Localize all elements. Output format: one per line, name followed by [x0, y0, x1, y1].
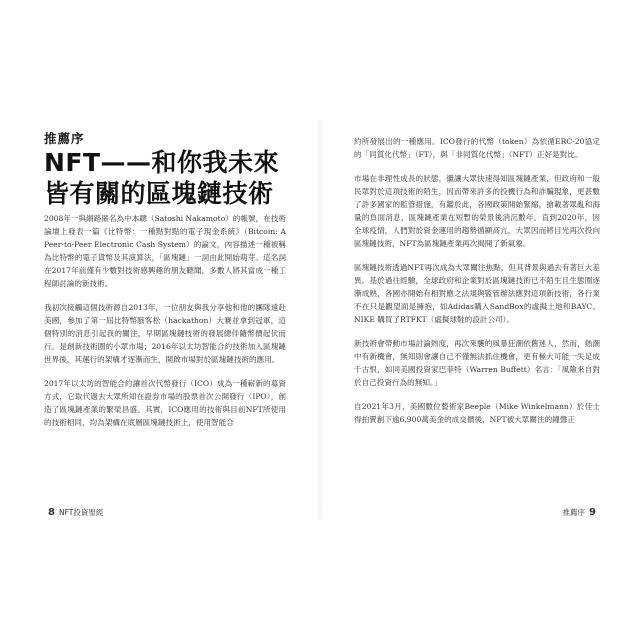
- running-head: NFT投資聖經: [58, 508, 104, 517]
- paragraph: 市場在非理性成長的狀態，繼讓大眾快速得知區塊鏈產業，但政府和一般民眾對於這項技術的陌生，因而帶來許多的投機行為和詐騙現象，更甚數了許多國家的監管措施，有鑑於此，各國政策開始緊縮，搶載著眾亂和海量的負面消息，區塊鏈產業在短暫的榮景後消沉數年。直到2020年，因全球疫情，人們對於資金運用的趨勢循顯高亢，大眾因而將目光再次投向區塊鏈技術，NFT為區塊鏈產業再次揭開了新氣象。: [354, 174, 600, 248]
- section-label: 推薦序: [44, 131, 85, 146]
- paragraph: 約所發展出的一種應用。ICO發行的代幣（token）為依循ERC-20協定的「同質化代幣」（FT），與「非同質化代幣」（NFT）正好是對比。: [354, 137, 600, 159]
- right-body-text: [354, 135, 600, 437]
- paragraph: 自2021年3月，美國數位藝術家Beeple（Mike Winkelmann）於佳士得拍賣創下逾6,900萬美金的成交價後，NFT被大眾關注的鐘聲正: [354, 402, 600, 424]
- page-number: 8: [48, 507, 55, 518]
- paragraph: 區塊鏈技術透過NFT再次成為大眾關注焦點，但其背景與過去有著巨大差異。基於過往經驗，全球政府和企業對於區塊鏈技術已不陌生且生態圈逐漸成熟，各國亦開始有相對應之法規與監管辦法應對這項新技術，各行業不在只是觀望面是擁抱，如Adidas購入SandBox的虛擬土地和BAYC、NIKE 購買了RTFKT（虛擬球鞋的設計公司）。: [354, 263, 600, 324]
- paragraph: 我初次接觸這個技術源自2013年，一位朋友與我分享他和他的團隊遠赴美國，參加了第一屆比特幣駭客松（hackathon）大賽並拿到冠軍，這個特別的消息引起我的關注，早期區塊鏈技術的發展總伴隨幣價起伏而行，是創新技術圈的小眾市場；2016年以太坊智能合約技術加入區塊鏈世界後，其運行的架構才逐漸而生，開啟市場對於區塊鏈技術的應用。: [44, 303, 286, 364]
- left-folio: [44, 507, 103, 518]
- page-number: 9: [589, 507, 596, 518]
- right-folio: [563, 507, 600, 518]
- chapter-title: NFT——和你我未來皆有關的區塊鏈技術: [44, 148, 280, 208]
- paragraph: 新技術會帶動市場討論熱度，再次來襲的風暴狂潮依舊迷人，然而，熱潮中有新機會，無知則會讓自己不僅無法抓住機會，更有極大可能一失足成千古恨，如同美國投資家巴菲特（Warren Buffett）名言：「風險來自對於自己投資行為的無知。」: [354, 339, 600, 387]
- paragraph: 2008年一與網路匿名為中本聰（Satoshi Nakamoto）的帳號，在技術論壇上發表一篇《比特幣：一種點對點的電子現金系統》（Bitcoin: A Peer-to-Peer Electronic Cash System）的論文，內容描述一種被稱為比特幣的電子貨幣及其演算法，「區塊鏈」一詞由此開始萌芽。這名詞在2017年前僅有少數對技術感興趣的朋友聽聞，多數人將其當成一種工程師討論的新技術。: [44, 214, 286, 288]
- paragraph: 2017年以太坊的智能合約讓首次代幣發行（ICO）成為一種嶄新的募資方式，它取代過去大眾所知在證券市場的股票首次公開發行（IPO），創造了區塊鏈產業的繁榮昌盛。其實，ICO應用的技術與目前NFT所使用的技術相同，均為架構在底層區塊鏈技術上，使用智能合: [44, 379, 286, 427]
- running-head: 推薦序: [562, 508, 586, 517]
- right-page: [320, 0, 640, 640]
- left-body-text: [44, 212, 286, 440]
